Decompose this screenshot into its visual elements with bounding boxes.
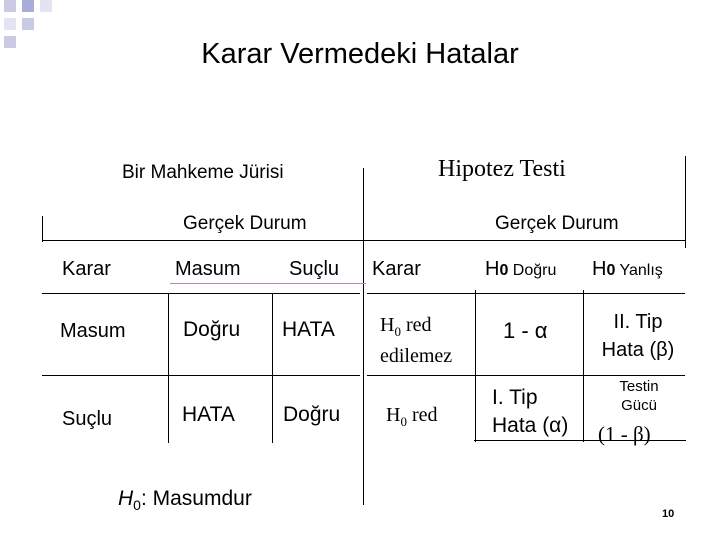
header-h0-false: [592, 258, 663, 281]
corner-square: [4, 0, 16, 12]
confidence-level: 1 - α: [503, 318, 548, 343]
column-divider: [272, 293, 273, 443]
page-number: 10: [662, 508, 675, 520]
cell-dogru: Doğru: [183, 318, 241, 341]
decision-reject: [386, 404, 438, 430]
header-suclu: Suçlu: [289, 258, 340, 280]
row-divider: [367, 375, 685, 376]
header-karar: Karar: [62, 258, 111, 280]
table-top-rule: [42, 240, 686, 241]
h0-symbol: H: [485, 258, 500, 280]
row-divider: [42, 293, 360, 294]
column-divider: [475, 290, 476, 442]
type-one-alpha: Hata (α): [492, 414, 569, 437]
corner-square: [40, 0, 52, 12]
type-two-label: II. Tip: [613, 311, 663, 333]
column-divider: [583, 290, 584, 442]
h0-symbol: H: [386, 404, 401, 426]
corner-square: [4, 18, 16, 30]
reject-word: red: [406, 404, 438, 426]
h0-true-text: Doğru: [508, 262, 557, 279]
power-label: Testin: [619, 378, 659, 395]
column-divider: [168, 293, 169, 443]
type-two-beta: Hata (β): [601, 339, 675, 361]
slide-title: Karar Vermedeki Hatalar: [201, 38, 519, 70]
cannot-be-word: edilemez: [380, 345, 453, 367]
left-edge-rule: [42, 216, 43, 242]
h0-false-text: Yanlış: [615, 262, 663, 279]
hypothesis-heading: Hipotez Testi: [438, 156, 566, 182]
test-power: [594, 377, 684, 415]
type-one-label: I. Tip: [492, 386, 538, 409]
row-label-suclu: Suçlu: [62, 408, 113, 430]
null-hypothesis-text: : Masumdur: [140, 487, 252, 510]
null-hypothesis-symbol: H: [118, 487, 134, 510]
decision-fail-to-reject: [380, 313, 452, 369]
cell-hata: HATA: [282, 318, 335, 341]
corner-square: [22, 0, 34, 12]
header-h0-true: [485, 258, 556, 281]
highlight-line: [170, 283, 366, 284]
row-label-masum: Masum: [60, 320, 126, 342]
jury-heading: Bir Mahkeme Jürisi: [122, 162, 284, 183]
jury-subheading: Gerçek Durum: [183, 213, 307, 234]
cell-dogru: Doğru: [283, 403, 341, 426]
hypothesis-subheading: Gerçek Durum: [495, 213, 619, 234]
header-karar-right: Karar: [372, 258, 421, 280]
row-divider: [42, 375, 360, 376]
type-one-error: [492, 384, 568, 440]
h0-subscript: 0: [499, 262, 509, 279]
h0-subscript: 0: [400, 414, 407, 429]
divider-vertical: [363, 168, 364, 505]
h0-symbol: H: [380, 314, 395, 336]
cell-hata: HATA: [182, 403, 235, 426]
type-two-error: [592, 308, 684, 364]
power-value: (1 - β): [598, 422, 651, 446]
reject-word: red: [400, 314, 432, 336]
h0-subscript: 0: [394, 324, 401, 339]
right-edge-rule: [685, 156, 686, 248]
null-hypothesis-note: [118, 487, 252, 513]
h0-symbol: H: [592, 258, 607, 280]
table-bottom-rule: [474, 440, 686, 441]
h0-subscript: 0: [606, 262, 616, 279]
corner-square: [22, 18, 34, 30]
header-masum: Masum: [175, 258, 241, 280]
power-label: Gücü: [621, 397, 657, 414]
null-hypothesis-subscript: 0: [133, 497, 141, 514]
row-divider: [367, 293, 685, 294]
